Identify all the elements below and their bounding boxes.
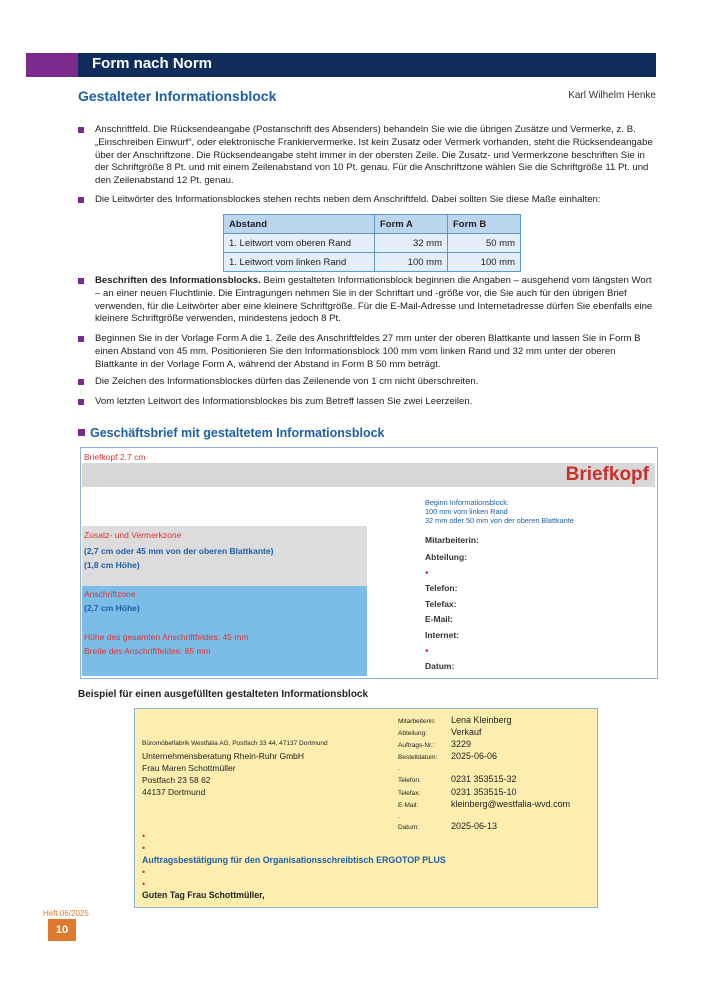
table-header: Form B (448, 215, 521, 234)
paragraph-anschriftfeld (78, 124, 658, 188)
marker-dot: . (398, 813, 400, 820)
info-value: Lena Kleinberg (451, 715, 512, 725)
paragraph-zeilenende (78, 376, 658, 389)
page-number: 10 (48, 919, 76, 941)
info-label: Auftrags-Nr.: (398, 742, 435, 749)
greeting-line: Guten Tag Frau Schottmüller, (142, 890, 265, 900)
briefkopf-label: Briefkopf 2,7 cm (84, 452, 146, 462)
paragraph-text: Die Zeichen des Informationsblockes dürfen das Zeilenende von 1 cm nicht überschreiten. (95, 376, 479, 387)
anschrift-height: (2,7 cm Höhe) (84, 603, 140, 613)
table-header: Abstand (224, 215, 375, 234)
info-line: Datum: (425, 661, 455, 671)
diagram-title: Geschäftsbrief mit gestaltetem Informationsblock (78, 426, 385, 440)
bullet-icon (78, 429, 85, 436)
address-line: 44137 Dortmund (142, 787, 206, 797)
marker-dot: • (142, 879, 146, 889)
bullet-icon (78, 399, 84, 405)
paragraph-text: Anschriftfeld. Die Rücksendeangabe (Postanschrift des Absenders) behandeln Sie wie die übrigen Zusätze und Vermerke, z. B. „Einschreiben Einwurf“, oder elektronische Frankiervermerke. Ist kein Zusatz oder Vermerk vorhanden, steht die Rücksendeangabe über der Anschriftzone. Die Rücksendeangabe steht immer in der obersten Zeile. Die Zusatz- und Vermerkzone beschriften Sie in der Schriftgröße 8 Pt. und mit einem Zeilenabstand von 10 Pt. genau. Für die Anschriftzone wählen Sie die Schriftgröße 11 Pt. und den Zeilenabstand 12 Pt. genau. (95, 124, 653, 187)
letter-layout-diagram (80, 447, 658, 679)
table-header: Form A (375, 215, 448, 234)
address-line: Postfach 23 58 62 (142, 775, 211, 785)
bullet-icon (78, 127, 84, 133)
table-cell: 100 mm (448, 253, 521, 272)
table-cell: 1. Leitwort vom oberen Rand (224, 234, 375, 253)
anschrift-total-height: Höhe des gesamten Anschriftfeldes: 45 mm (84, 632, 249, 642)
marker-dot: . (398, 765, 400, 772)
info-value: kleinberg@westfalia-wvd.com (451, 799, 571, 809)
paragraph-text: Vom letzten Leitwort des Informationsblockes bis zum Betreff lassen Sie zwei Leerzeilen. (95, 396, 473, 407)
author: Karl Wilhelm Henke (568, 90, 656, 101)
info-value: Verkauf (451, 727, 482, 737)
info-line: Abteilung: (425, 552, 468, 562)
info-line: Telefon: (425, 583, 458, 593)
info-value: 2025-06-13 (451, 821, 498, 831)
zusatz-height: (1,8 cm Höhe) (84, 560, 140, 570)
anschrift-width: Breite des Anschriftfeldes: 85 mm (84, 646, 211, 656)
anschrift-label: Anschriftzone (84, 589, 136, 599)
marker-dot: • (425, 646, 429, 657)
paragraph-text: Die Leitwörter des Informationsblockes stehen rechts neben dem Anschriftfeld. Dabei sollten Sie diese Maße einhalten: (95, 194, 601, 205)
info-line: Internet: (425, 630, 459, 640)
info-value: 0231 353515-10 (451, 787, 517, 797)
marker-dot: • (142, 831, 146, 841)
paragraph-bold: Beschriften des Informationsblocks. (95, 275, 261, 286)
info-label: Abteilung: (398, 730, 427, 737)
header-title: Form nach Norm (92, 55, 213, 72)
table-header-row (224, 215, 521, 234)
info-label: Telefon: (398, 777, 421, 784)
info-block-start: Beginn Informationsblock: 100 mm vom linken Rand 32 mm oder 50 mm von der oberen Blattkante (425, 498, 574, 525)
bullet-icon (78, 379, 84, 385)
table-cell: 32 mm (375, 234, 448, 253)
sender-line: Büromöbelfabrik Westfalia AG, Postfach 33 44, 47137 Dortmund (142, 740, 328, 747)
info-line: Mitarbeiterin: (425, 535, 479, 545)
subject-line: Auftragsbestätigung für den Organisationsschreibtisch ERGOTOP PLUS (142, 855, 446, 865)
info-line: E-Mail: (425, 614, 453, 624)
table-cell: 1. Leitwort vom linken Rand (224, 253, 375, 272)
briefkopf-text: Briefkopf (565, 464, 649, 485)
paragraph-vorlage (78, 333, 658, 371)
info-label: Bestelldatum: (398, 754, 438, 761)
marker-dot: • (142, 867, 146, 877)
info-value: 2025-06-06 (451, 751, 498, 761)
info-value: 0231 353515-32 (451, 774, 517, 784)
info-label: Telefax: (398, 790, 421, 797)
paragraph-beschriften (78, 275, 658, 326)
paragraph-leitwoerter (78, 194, 658, 207)
paragraph-betreff (78, 396, 658, 409)
table-cell: 100 mm (375, 253, 448, 272)
zusatz-label: Zusatz- und Vermerkzone (84, 530, 182, 540)
table-cell: 50 mm (448, 234, 521, 253)
bullet-icon (78, 278, 84, 284)
info-label: E-Mail: (398, 802, 419, 809)
example-letter (134, 708, 598, 908)
paragraph-rest: Beim gestalteten Informationsblock beginnen die Angaben – ausgehend vom längsten Wort – an einer neuen Fluchtlinie. Die Eintragungen nehmen Sie in der Schriftart und -größe vor, die Sie auch für den übrigen Brief verwenden, für die Leitwörter aber eine kleinere Schriftgröße. Für die E-Mail-Adresse und Internetadresse dürfen Sie ebenfalls eine kleinere Schriftgröße verwenden, mindestens jedoch 8 Pt. (95, 275, 653, 325)
address-line: Frau Maren Schottmüller (142, 763, 236, 773)
dimension-table (223, 214, 521, 272)
paragraph-text (95, 275, 658, 326)
table-row (224, 253, 521, 272)
example-caption: Beispiel für einen ausgefüllten gestalteten Informationsblock (78, 689, 369, 700)
marker-dot: • (142, 843, 146, 853)
header-accent (26, 53, 78, 77)
info-value: 3229 (451, 739, 472, 749)
section-title: Gestalteter Informationsblock (78, 88, 277, 104)
info-line: Telefax: (425, 599, 457, 609)
info-label: Mitarbeiterin: (398, 718, 436, 725)
paragraph-text: Beginnen Sie in der Vorlage Form A die 1. Zeile des Anschriftfeldes 27 mm unter der oberen Blattkante und lassen Sie in Form B einen Abstand von 45 mm. Positionieren Sie den Informationsblock 100 mm vom linken Rand und 32 mm unter der oberen Blattkante in der Vorlage Form A, während der Abstand in Form B 50 mm beträgt. (95, 333, 641, 370)
info-label: Datum: (398, 824, 419, 831)
zusatz-position: (2,7 cm oder 45 mm von der oberen Blattkante) (84, 546, 274, 556)
marker-dot: • (425, 568, 429, 579)
bullet-icon (78, 197, 84, 203)
address-line: Unternehmensberatung Rhein-Ruhr GmbH (142, 751, 305, 761)
issue-label: Heft 06/2025 (43, 909, 89, 918)
bullet-icon (78, 336, 84, 342)
table-row (224, 234, 521, 253)
